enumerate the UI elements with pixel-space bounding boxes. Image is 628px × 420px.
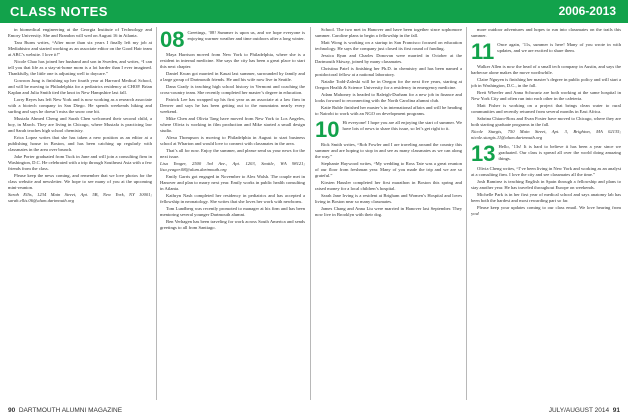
footer-right bbox=[549, 407, 620, 414]
class-note-paragraph: Gowoon Jung is finishing up her fourth year at Harvard Medical School, and will be moving to Philadelphia for a pediatrics residency at CHOP. Brian Kaplan and Julia Smith tied the knot in New Hampshire last fall. bbox=[8, 78, 152, 95]
class-note-paragraph: Mike Chen and Olivia Tang have moved from New York to Los Angeles, where Olivia is working in film production and Mike started a small design studio. bbox=[160, 116, 305, 133]
class-note-intro: Greetings, ’08! Summer is upon us, and we hope everyone is enjoying warmer weather and time outdoors after a long winter. bbox=[187, 30, 305, 41]
class-note-paragraph: Matt Fisher is working on a project that brings clean water to rural communities and recently returned from several months in East Africa. bbox=[471, 103, 621, 114]
class-note-paragraph: Please keep the news coming, and remember that we love photos for the class website and newsletter. We hope to see many of you at the upcoming mini-reunion. bbox=[8, 173, 152, 190]
class-notes-columns bbox=[0, 27, 628, 402]
class-note-paragraph: Josh Ramirez is teaching English in Spain through a fellowship and plans to stay another year. He has traveled throughout Europe on weekends. bbox=[471, 179, 621, 190]
class-year-heading bbox=[471, 39, 621, 64]
class-note-paragraph: Mustafa Ahmed Cheng and Sarah Chen welcomed their second child, a boy, in March. They are living in Chicago, where Mustafa is practicing law and Sarah teaches high school chemistry. bbox=[8, 116, 152, 133]
section-title: CLASS NOTES bbox=[10, 4, 108, 19]
issue-date: JULY/AUGUST 2014 bbox=[548, 407, 610, 414]
class-note-paragraph: That’s all for now. Enjoy the summer, and please send us your news for the next issue. bbox=[160, 148, 305, 159]
class-note-paragraph: Christina Patel is finishing her Ph.D. in chemistry and has been named a postdoctoral fellow at a national laboratory. bbox=[315, 66, 462, 77]
class-year-heading bbox=[315, 117, 462, 142]
class-note-paragraph: more outdoor adventures and hopes to run into classmates on the trails this summer. bbox=[471, 27, 621, 38]
magazine-name: DARTMOUTH ALUMNI MAGAZINE bbox=[18, 407, 123, 414]
class-note-paragraph: Nicole Chao has joined her husband and son in Sweden, and writes, “I can tell you that life as a stay-at-home mom is a lot harder than I ever imagined. Thankfully, the little one is adjusting well to daycare.” bbox=[8, 59, 152, 76]
class-note-paragraph: Natalie Todd-Zaleski will be in Oregon for the next five years, starting at Oregon Health & Science University for a residency in emergency medicine. bbox=[315, 79, 462, 90]
class-note-paragraph: Daniel Kwan got married in Kauai last summer, surrounded by family and a large group of Dartmouth friends. He and his wife now live in Seattle. bbox=[160, 71, 305, 82]
class-note-paragraph: Rick Smith writes, “Rob Fowler and I are traveling around the country this summer and are hoping to stop in and see as many classmates as we can along the way.” bbox=[315, 142, 462, 159]
class-note-paragraph: Jake Porter graduated from Tuck in June and will join a consulting firm in Washington, D.C. He celebrated with a trip through Southeast Asia with a few friends from the class. bbox=[8, 154, 152, 171]
class-note-paragraph: Kirsten Hausler completed her first marathon in Boston this spring and raised money for a local children’s hospital. bbox=[315, 180, 462, 191]
class-note-paragraph: Erica Lopez writes that she has taken a new position as an editor at a publishing house in Boston, and has been catching up regularly with classmates in the area over brunch. bbox=[8, 135, 152, 152]
class-note-paragraph: Michelle Park is in her first year of medical school and says anatomy lab has been both the hardest and most rewarding part so far. bbox=[471, 192, 621, 203]
column-divider bbox=[466, 27, 467, 400]
class-note-paragraph: Kathryn Nash completed her residency in pediatrics and has accepted a fellowship in neonatology. She writes that she loves her work with newborns. bbox=[160, 193, 305, 204]
class-note-paragraph: Sarah Jane Irving is a resident at Brigham and Women’s Hospital and loves living in Boston near so many classmates. bbox=[315, 193, 462, 204]
class-note-intro: Once again, ’11s, summer is here! Many of you wrote in with updates, and we are excited to share them. bbox=[497, 42, 621, 53]
class-note-paragraph: Alexa Thompson is moving to Philadelphia in August to start business school at Wharton and would love to connect with classmates in the area. bbox=[160, 135, 305, 146]
class-note-paragraph: Tom Lundberg was recently promoted to manager at his firm and has been mentoring several younger Dartmouth alumni. bbox=[160, 206, 305, 217]
class-year-number: 08 bbox=[160, 27, 185, 52]
class-year-heading bbox=[160, 27, 305, 52]
left-page-number: 90 bbox=[8, 407, 16, 414]
column-divider bbox=[156, 27, 157, 400]
class-note-paragraph: in biomedical engineering at the Georgia Institute of Technology and Emory University. She and Brandon will wed on August 16 in Atlanta. bbox=[8, 27, 152, 38]
class-year-heading bbox=[471, 141, 621, 166]
notes-column-4 bbox=[471, 27, 621, 402]
class-note-paragraph: Lorry Reyes has left New York and is now working as a research associate with a biotech company in San Diego. He spends weekends hiking and surfing and says he doesn’t miss the snow one bit. bbox=[8, 97, 152, 114]
page-footer bbox=[0, 404, 628, 420]
class-secretary-address: Sarah Ellis, 1234 Main Street, Apt. 5B, New York, NY 10001; sarah.ellis.06@alum.dartmouth.org bbox=[8, 192, 152, 203]
class-year-number: 10 bbox=[315, 117, 340, 142]
class-year-number: 13 bbox=[471, 141, 496, 166]
column-divider bbox=[310, 27, 311, 400]
class-note-paragraph: Katie Ruble finished her master’s in international affairs and will be heading to Nairobi to work with an NGO on development programs. bbox=[315, 105, 462, 116]
class-note-paragraph: Maya Harrison moved from New York to Philadelphia, where she is a resident in internal medicine. She says the city has been a great place to start this next chapter. bbox=[160, 52, 305, 69]
class-note-paragraph: Matt Wong is working on a startup in San Francisco focused on education technology. He says the company just closed its first round of funding. bbox=[315, 40, 462, 51]
class-note-paragraph: Walker Allen is now the head of a small tech company in Austin, and says the barbecue alone makes the move worthwhile. bbox=[471, 64, 621, 75]
class-note-paragraph: Sabrina Chiaro-Ross and Evan Foster have moved to Chicago, where they are both starting graduate programs in the fall. bbox=[471, 116, 621, 127]
class-years-range: 2006-2013 bbox=[558, 4, 616, 18]
class-secretary-address: Lisa Yeager, 2500 3rd Ave., Apt. 1203, Seattle, WA 98121; lisa.yeager.08@alum.dartmouth.org bbox=[160, 161, 305, 172]
class-note-intro: Hello, ’13s! It is hard to believe it has been a year since we graduated. Our class is spread all over the world doing amazing things. bbox=[498, 144, 621, 161]
notes-column-1 bbox=[8, 27, 152, 402]
class-note-paragraph: Jessica Ryan and Charles Donovan were married in October at the Dartmouth Skiway, joined by many classmates. bbox=[315, 53, 462, 64]
class-note-paragraph: Patrick Lee has wrapped up his first year as an associate at a law firm in Denver and says he has been getting out to the mountains nearly every weekend. bbox=[160, 97, 305, 114]
class-year-number: 11 bbox=[471, 39, 495, 64]
class-note-intro: Hi everyone! I hope you are all enjoying the start of summer. We have lots of news to share this issue, so let’s get right to it. bbox=[342, 120, 462, 131]
class-note-paragraph: Please keep your updates coming to our class email. We love hearing from you! bbox=[471, 205, 621, 216]
section-header-bar bbox=[0, 0, 628, 23]
notes-column-2 bbox=[160, 27, 305, 402]
class-secretary-address: Nicole Sturgis, 750 Main Street, Apt. 3, Brighton, MA 02135; nicole.sturgis.11@alum.dartmouth.org bbox=[471, 129, 621, 140]
class-note-paragraph: Dana Grady is teaching high school history in Vermont and coaching the cross-country team. She recently completed her master’s degree in education. bbox=[160, 84, 305, 95]
class-note-paragraph: Brett Wheeler and Anna Schwartz are both working at the same hospital in New York City and often run into each other in the cafeteria. bbox=[471, 90, 621, 101]
class-note-paragraph: School. The two met in Hanover and have been together since sophomore summer. Caroline plans to begin a fellowship in the fall. bbox=[315, 27, 462, 38]
class-note-paragraph: Adam Mahoney is headed to Raleigh-Durham for a new job in finance and looks forward to reconnecting with the North Carolina alumni club. bbox=[315, 92, 462, 103]
class-note-paragraph: Claire Nguyen is finishing her master’s degree in public policy and will start a job in Washington, D.C., in the fall. bbox=[471, 77, 621, 88]
class-note-paragraph: Ben Verhagen has been traveling for work across South America and sends greetings to all from Santiago. bbox=[160, 219, 305, 230]
footer-left bbox=[8, 407, 122, 414]
right-page-number: 91 bbox=[612, 407, 620, 414]
class-note-paragraph: Emily Garris got engaged in November to Alex Walsh. The couple met in Hanover and plan to marry next year. Emily works in public health consulting in Atlanta. bbox=[160, 174, 305, 191]
notes-column-3 bbox=[315, 27, 462, 402]
class-note-paragraph: James Chang and Anna Liu were married in Hanover last September. They now live in Brooklyn with their dog. bbox=[315, 206, 462, 217]
class-note-paragraph: Stephanie Haywood writes, “My wedding to Ross Tate was a great reunion of our floor from freshman year. Many of you made the trip and we are so grateful.” bbox=[315, 161, 462, 178]
class-note-paragraph: Tara Burns writes, “After more than six years I finally left my job at Mediabistro and started working as an associate editor on the Good Hair team at ABC’s website. I love it!” bbox=[8, 40, 152, 57]
class-note-paragraph: Olivia Cheng writes, “I’ve been living in New York and working as an analyst at a consulting firm. I love the city and see classmates all the time.” bbox=[471, 166, 621, 177]
